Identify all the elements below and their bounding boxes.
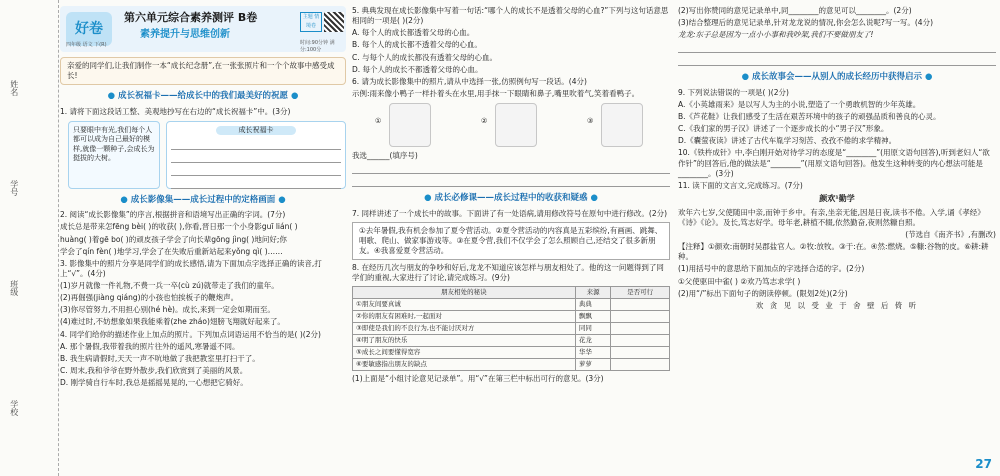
page-title: 第六单元综合素养测评 B卷	[124, 11, 258, 24]
question-8-part-3: (3)结合整理后的意见记录单,针对龙龙说的情况,你会怎么说呢?写一写。(4分)	[678, 18, 933, 28]
option-b: B.《芦花鞋》让我们感受了生活在艰苦环境中的孩子的顽强品质和善良的心灵。	[678, 112, 941, 122]
question-8-part-2: (2)写出你赞同的意见记录单中,同________的意见可以________。(2分)	[678, 6, 912, 15]
table-row: ⑤成长之间要懂得宽容 华华	[353, 347, 670, 359]
table-row: ⑥要敏感指出朋友的缺点 萝萝	[353, 359, 670, 371]
question-3-item: (1)岁月就像一件礼物,不费一兵一卒(cù zú)就带走了我们的童年。	[60, 281, 279, 291]
question-2-line: 学会了qín fèn( )地学习,学会了在失败后重新站起来yǒng qì( )……	[60, 246, 283, 256]
check-cell[interactable]	[611, 311, 670, 323]
column-right	[678, 6, 996, 313]
column-left	[60, 6, 346, 390]
option-c: C.《我们家的男子汉》讲述了一个逐步成长的小“男子汉”形象。	[678, 124, 889, 134]
table-header: 朋友相处的秘诀	[353, 287, 576, 299]
option-c: C. 与每个人的成长都没有透着父母的心血。	[352, 52, 498, 62]
table-row: ③即使是我们的不良行为,也不能讨厌对方 同同	[353, 323, 670, 335]
section-1-title: ● 成长祝福卡——给成长中的我们最美好的祝愿 ●	[107, 91, 299, 102]
question-3-item: (3)你尽管努力,不用担心别(hé hè)。成长,来到一定会如期而至。	[60, 305, 275, 315]
card-area	[68, 121, 346, 189]
writing-line[interactable]	[352, 163, 670, 174]
question-11: 11. 读下面的文言文,完成练习。(7分)	[678, 180, 803, 190]
section-2-title: ● 成长影像集——成长过程中的定格画面 ●	[120, 194, 286, 205]
passage-source: (节选自《南齐书》,有删改)	[905, 230, 996, 240]
option-d: D. 每个人的成长不都透着父母的心血。	[352, 64, 483, 74]
check-cell[interactable]	[611, 359, 670, 371]
question-1: 1. 请将下面这段话工整、美观地抄写在右边的“成长祝福卡”中。(3分)	[60, 106, 291, 116]
writing-line[interactable]	[352, 176, 670, 187]
example-text: 示例:雨来像小鸭子一样扑着头在水里,用手抹一下眼睛和鼻子,嘴里吹着气,笑着看鸭子。	[352, 88, 640, 98]
picture-options	[352, 103, 670, 147]
page-subtitle: 素养提升与思维创新	[140, 29, 230, 40]
check-cell[interactable]	[611, 323, 670, 335]
table-header: 来源	[575, 287, 611, 299]
header	[60, 6, 346, 52]
discussion-table	[352, 286, 670, 371]
check-cell[interactable]	[611, 299, 670, 311]
writing-line[interactable]	[171, 139, 341, 150]
writing-line[interactable]	[171, 152, 341, 163]
pause-sentence[interactable]: 欢 贪 见 以 受 业 于 舍 壁 后 倚 听	[755, 300, 919, 310]
school-label: 学校	[9, 400, 19, 416]
class-label: 班级	[9, 280, 19, 296]
writing-line[interactable]	[171, 178, 341, 189]
section-4-title: ● 成长故事会——从别人的成长经历中获得启示 ●	[741, 72, 933, 83]
binding-margin	[0, 0, 59, 476]
child-cleaning-icon	[601, 103, 643, 147]
question-5: 5. 典典发现在成长影像集中写着一句话:“哪个人的成长不是透着父母的心血?”下列与这句话意思相同的一项是( )(2分)	[352, 6, 669, 26]
option-a: A. 每个人的成长都透着父母的心血。	[352, 28, 475, 38]
intro-text: 亲爱的同学们,让我们制作一本“成长纪念册”,在一张张照片和一个个故事中感受成长!	[60, 57, 346, 85]
question-6: 6. 请为成长影像集中的照片,请从中选择一张,仿照例句写一段话。(4分)	[352, 76, 587, 86]
option-d: D. 刚学骑自行车时,我总是摇摇晃晃的,一心想把它骑好。	[60, 378, 248, 388]
question-8: 8. 在经历几次与朋友的争吵和好后,龙龙不知道应该怎样与朋友相处了。他的这一问题得到了同学们的重视,大家进行了讨论,请完成练习。(9分)	[352, 263, 664, 283]
blessing-card-title: 成长祝福卡	[216, 126, 296, 135]
question-11-part-2: (2)用“/”标出下面句子的朗读停顿。(限划2处)(2分)	[678, 288, 848, 298]
passage-box[interactable]: ①去年暑假,我有机会参加了夏令营活动。②夏令营活动的内容真是五彩缤纷,有画画、跳舞、唱歌、爬山、做家事游戏等。③在夏令营,我们不仅学会了怎么照顾自己,还结交了很多新朋友。④我喜爱夏令营活动。	[352, 222, 670, 260]
picture-option-3[interactable]: ③	[587, 103, 647, 147]
logo: 好卷	[66, 12, 112, 46]
longlong-quote: 龙龙:东子总是因为一点小小事和我吵架,我们不要做朋友了!	[678, 30, 874, 40]
section-3-title: ● 成长必修课——成长过程中的收获和疑惑 ●	[424, 193, 598, 204]
question-8-part-1: (1)上面是“小组讨论意见记录单”。用“√”在第三栏中标出可行的意见。(3分)	[352, 374, 604, 384]
qr-code-icon	[324, 12, 344, 32]
question-2-line: huàng( )着gē bo( )的顽皮孩子学会了向长辈gōng jìng( )地问好;你	[60, 234, 287, 244]
question-11-items[interactable]: ①父使驱田中雀( ) ②欢乃笃志求学( )	[678, 276, 801, 286]
question-3-item: (2)再倔强(jiàng qiáng)的小孩也怕挨板子的鞭炮声。	[60, 293, 239, 303]
writing-line[interactable]	[171, 165, 341, 176]
passage-notes: 【注释】①颜欢:南朝时吴郡盐官人。②牧:放牧。③于:在。④然:燃烧。⑤糠:谷物的皮。⑥耕:耕种。	[678, 242, 989, 262]
child-making-craft-icon	[495, 103, 537, 147]
child-jumping-rope-icon	[389, 103, 431, 147]
table-row: ②你的朋友有困难时,一起面对 飘飘	[353, 311, 670, 323]
option-a: A.《小英雄雨来》是以写人为主的小说,塑造了一个勇敢机智的少年英雄。	[678, 99, 921, 109]
writing-line[interactable]	[678, 55, 996, 66]
option-c: C. 周末,我和爷爷在野外散步,我们欣赏到了美丽的风景。	[60, 365, 248, 375]
question-2-line: 成长总是带来怎fēng bèi( )的收获( ),你看,晋日那一个小身影guī lián( )	[60, 222, 298, 232]
picture-option-1[interactable]: ①	[375, 103, 435, 147]
passage-title: 颜欢¹勤学	[819, 193, 855, 203]
table-header: 是否可行	[611, 287, 670, 299]
passage-body: 欢年六七岁,父使随田中亲,而钟于乡中。有亲,坐亲无能,因是日夜,读书不倦。入学,诵《孝经》《诗》《论》。及长,笃志好学。母年老,耕植不辍,依然勤奋,夜则然糠自照。	[678, 207, 985, 227]
question-11-part-1: (1)用括号中的意思给下面加点的字选择合适的字。(2分)	[678, 264, 865, 274]
option-d: D.《囊萤夜读》讲述了古代车胤学习刻苦、孜孜不倦的求学精神。	[678, 136, 897, 146]
question-7: 7. 同样讲述了一个成长中的故事。下面讲了有一处语病,请用修改符号在原句中进行修改。(2分)	[352, 208, 668, 218]
id-label: 学号	[9, 180, 19, 196]
option-a: A. 那个暑假,我带着我的照片往外的遥风,寒暑遥不同。	[60, 341, 240, 351]
table-row: ①朋友间要真诚 典典	[353, 299, 670, 311]
question-4: 4. 同学们给你的描述作业上加点的照片。下列加点词语运用不恰当的是( )(2分)	[60, 329, 321, 339]
page-number: 27	[975, 456, 992, 471]
option-b: B. 我生病请假时,天天一声不吭地做了我把教室里打扫干了。	[60, 353, 260, 363]
logo-subtitle: 四年级 语文 下(R)	[66, 42, 107, 48]
option-b: B. 每个人的成长都不透着父母的心血。	[352, 40, 482, 50]
table-row: ④明了朋友的快乐 花龙	[353, 335, 670, 347]
theme-badge: 主题 情境卷	[300, 12, 322, 32]
writing-line[interactable]	[678, 42, 996, 53]
question-2: 2. 阅读“成长影像集”的序言,根据拼音和语境写出正确的字词。(7分)	[60, 210, 286, 220]
picture-choice[interactable]: 我选______(填序号)	[352, 151, 418, 160]
source-card: 只要眼中有光,我们每个人都可以成为自己最好的模样,就像一颗种子,会成长为挺拔的大树。	[68, 121, 160, 189]
question-3: 3. 影像集中的照片分享是同学们的成长感悟,请为下面加点字选择正确的读音,打上“√”。(4分)	[60, 258, 322, 278]
check-cell[interactable]	[611, 335, 670, 347]
name-label: 姓名	[9, 80, 19, 96]
picture-option-2[interactable]: ②	[481, 103, 541, 147]
exam-meta: 时间:90分钟 满分:100分	[300, 40, 335, 53]
question-9: 9. 下列说法错误的一项是( )(2分)	[678, 87, 789, 97]
column-middle	[352, 6, 670, 386]
question-3-item: (4)难过时,不妨想象如果我能乘着(zhe zháo)翅膀飞翔就好起来了。	[60, 317, 285, 327]
blessing-card[interactable]	[166, 121, 346, 189]
question-10: 10.《铁杵成针》中,李白刚开始对待学习的态度是“________”(用原文语句回答),听到老妇人“欲作针”的回答后,他的做法是“________”(用原文语句回答)。他发生这种转变的内心想法可能是________。(3分)	[678, 148, 990, 178]
check-cell[interactable]	[611, 347, 670, 359]
